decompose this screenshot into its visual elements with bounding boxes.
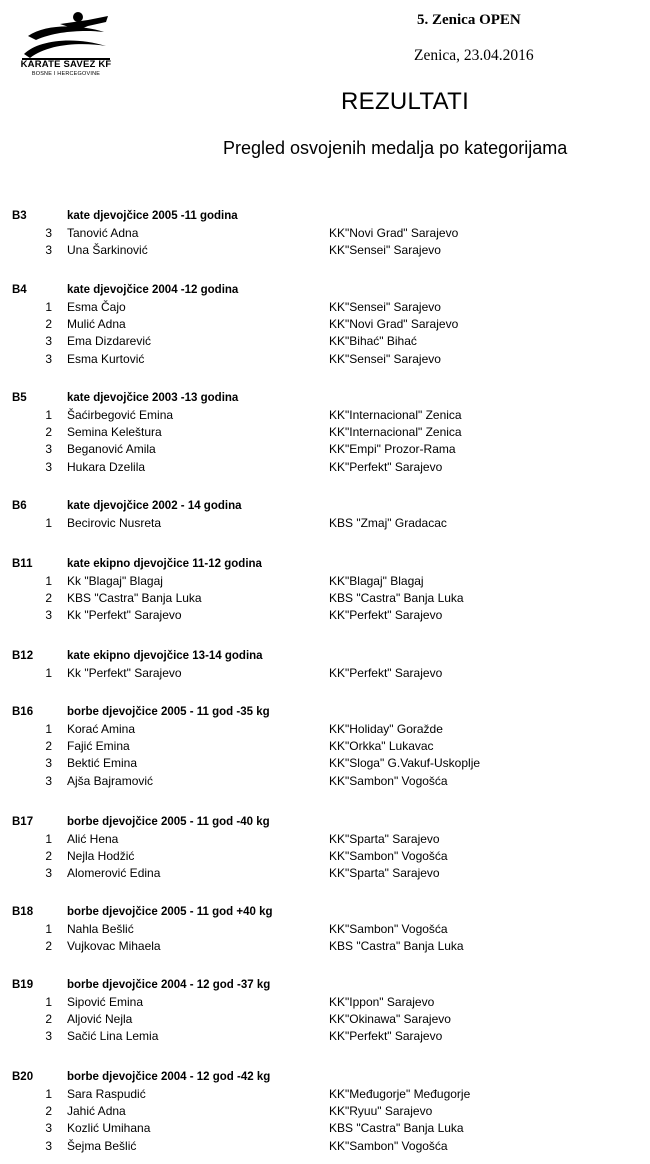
category-title: borbe djevojčice 2005 - 11 god -35 kg — [67, 706, 270, 718]
club-name: KK"Sloga" G.Vakuf-Uskoplje — [329, 756, 481, 771]
category-code: B20 — [12, 1071, 34, 1083]
result-row — [0, 515, 650, 532]
logo-text-sub: BOSNE I HERCEGOVINE — [31, 71, 101, 77]
category-code: B3 — [12, 210, 27, 222]
club-name: KK"Internacional" Zenica — [329, 408, 462, 422]
result-row — [0, 1103, 650, 1120]
result-place: 3 — [45, 1029, 52, 1044]
club-name: KK"Perfekt" Sarajevo — [329, 459, 443, 474]
club-name: KK"Sambon" Vogošća — [329, 773, 448, 788]
result-row — [0, 665, 650, 682]
competitor-name: Sačić Lina Lemia — [67, 1029, 159, 1044]
result-place: 2 — [45, 849, 52, 864]
competitor-name: Kozlić Umihana — [67, 1121, 151, 1136]
competitor-name: Fajić Emina — [67, 739, 130, 754]
result-row — [0, 1028, 650, 1045]
result-place: 3 — [45, 1121, 52, 1136]
competitor-name: Ajša Bajramović — [67, 773, 154, 788]
result-place: 2 — [45, 317, 52, 332]
category-title: kate ekipno djevojčice 13-14 godina — [67, 650, 263, 662]
result-place: 1 — [45, 722, 52, 736]
competitor-name: Alić Hena — [67, 832, 119, 846]
club-name: KK"Sensei" Sarajevo — [329, 300, 441, 314]
result-place: 2 — [45, 425, 52, 440]
result-place: 3 — [45, 608, 52, 623]
result-row — [0, 865, 650, 882]
club-name: KK"Okinawa" Sarajevo — [329, 1012, 451, 1027]
club-name: KK"Novi Grad" Sarajevo — [329, 317, 459, 332]
competitor-name: Bektić Emina — [67, 756, 138, 771]
category-title: kate djevojčice 2003 -13 godina — [67, 392, 239, 404]
competitor-name: Sipović Emina — [67, 995, 144, 1009]
competitor-name: Nahla Bešlić — [67, 922, 134, 936]
result-place: 2 — [45, 739, 52, 754]
result-place: 1 — [45, 516, 52, 530]
club-name: KBS "Castra" Banja Luka — [329, 591, 464, 606]
result-row — [0, 921, 650, 938]
result-row — [0, 299, 650, 316]
competitor-name: Alomerović Edina — [67, 866, 161, 881]
club-name: KBS "Zmaj" Gradacac — [329, 516, 447, 530]
result-row — [0, 590, 650, 607]
club-name: KK"Holiday" Goražde — [329, 722, 443, 736]
result-row — [0, 738, 650, 755]
club-name: KK"Sambon" Vogošća — [329, 922, 448, 936]
competitor-name: KBS "Castra" Banja Luka — [67, 591, 202, 606]
logo-text-main: KARATE SAVEZ KF — [20, 59, 112, 70]
category-code: B16 — [12, 706, 34, 718]
competitor-name: Becirovic Nusreta — [67, 516, 162, 530]
competitor-name: Una Šarkinović — [67, 243, 148, 258]
club-name: KK"Sparta" Sarajevo — [329, 866, 440, 881]
result-place: 1 — [45, 832, 52, 846]
category-title: kate djevojčice 2002 - 14 godina — [67, 500, 242, 512]
result-row — [0, 938, 650, 955]
category-code: B6 — [12, 500, 27, 512]
result-row — [0, 1086, 650, 1103]
club-name: KK"Sensei" Sarajevo — [329, 351, 441, 366]
competitor-name: Šaćirbegović Emina — [67, 408, 174, 422]
result-place: 3 — [45, 334, 52, 349]
club-name: KK"Bihać" Bihać — [329, 334, 417, 349]
result-row — [0, 424, 650, 441]
result-row — [0, 225, 650, 242]
result-row — [0, 573, 650, 590]
club-name: KK"Sensei" Sarajevo — [329, 243, 441, 258]
competitor-name: Kk "Blagaj" Blagaj — [67, 574, 163, 588]
result-place: 3 — [45, 351, 52, 366]
competitor-name: Esma Kurtović — [67, 351, 145, 366]
club-name: KK"Empi" Prozor-Rama — [329, 442, 456, 457]
club-name: KK"Sambon" Vogošća — [329, 1138, 448, 1153]
result-place: 3 — [45, 226, 52, 240]
category-code: B19 — [12, 979, 34, 991]
result-row — [0, 607, 650, 624]
category-title: borbe djevojčice 2005 - 11 god +40 kg — [67, 906, 273, 918]
result-row — [0, 441, 650, 458]
category-code: B18 — [12, 906, 34, 918]
result-place: 2 — [45, 1104, 52, 1119]
result-place: 1 — [45, 995, 52, 1009]
result-row — [0, 721, 650, 738]
club-name: KK"Perfekt" Sarajevo — [329, 1029, 443, 1044]
result-row — [0, 333, 650, 350]
event-date: Zenica, 23.04.2016 — [414, 47, 534, 64]
result-place: 1 — [45, 300, 52, 314]
category-title: kate djevojčice 2005 -11 godina — [67, 210, 238, 222]
category-code: B11 — [12, 558, 33, 570]
result-place: 1 — [45, 666, 52, 680]
club-name: KK"Internacional" Zenica — [329, 425, 462, 440]
event-title: 5. Zenica OPEN — [417, 12, 521, 28]
category-title: borbe djevojčice 2004 - 12 god -42 kg — [67, 1071, 271, 1083]
competitor-name: Mulić Adna — [67, 317, 126, 332]
result-place: 3 — [45, 442, 52, 457]
club-name: KK"Ippon" Sarajevo — [329, 995, 435, 1009]
category-title: borbe djevojčice 2004 - 12 god -37 kg — [67, 979, 271, 991]
karate-figure-icon — [18, 10, 114, 60]
result-row — [0, 848, 650, 865]
result-place: 1 — [45, 1087, 52, 1101]
competitor-name: Hukara Dzelila — [67, 459, 146, 474]
result-place: 1 — [45, 922, 52, 936]
category-title: borbe djevojčice 2005 - 11 god -40 kg — [67, 816, 270, 828]
result-row — [0, 351, 650, 368]
result-row — [0, 1011, 650, 1028]
competitor-name: Aljović Nejla — [67, 1012, 133, 1027]
club-name: KK"Orkka" Lukavac — [329, 739, 434, 754]
competitor-name: Esma Čajo — [67, 300, 126, 314]
result-row — [0, 755, 650, 772]
competitor-name: Beganović Amila — [67, 442, 156, 457]
result-place: 1 — [45, 408, 52, 422]
result-place: 2 — [45, 939, 52, 954]
club-name: KK"Međugorje" Međugorje — [329, 1087, 471, 1101]
club-name: KBS "Castra" Banja Luka — [329, 939, 464, 954]
result-place: 3 — [45, 866, 52, 881]
competitor-name: Korać Amina — [67, 722, 136, 736]
competitor-name: Tanović Adna — [67, 226, 139, 240]
competitor-name: Ema Dizdarević — [67, 334, 152, 349]
competitor-name: Šejma Bešlić — [67, 1138, 137, 1153]
category-title: kate ekipno djevojčice 11-12 godina — [67, 558, 262, 570]
competitor-name: Nejla Hodžić — [67, 849, 135, 864]
result-row — [0, 316, 650, 333]
club-name: KBS "Castra" Banja Luka — [329, 1121, 464, 1136]
club-name: KK"Sparta" Sarajevo — [329, 832, 440, 846]
result-place: 2 — [45, 1012, 52, 1027]
result-row — [0, 407, 650, 424]
competitor-name: Kk "Perfekt" Sarajevo — [67, 608, 182, 623]
result-row — [0, 773, 650, 790]
competitor-name: Vujkovac Mihaela — [67, 939, 161, 954]
result-place: 3 — [45, 756, 52, 771]
club-name: KK"Perfekt" Sarajevo — [329, 608, 443, 623]
result-row — [0, 994, 650, 1011]
club-name: KK"Sambon" Vogošća — [329, 849, 448, 864]
result-row — [0, 1120, 650, 1137]
result-place: 3 — [45, 243, 52, 258]
club-name: KK"Blagaj" Blagaj — [329, 574, 424, 588]
result-row — [0, 459, 650, 476]
category-code: B5 — [12, 392, 27, 404]
competitor-name: Jahić Adna — [67, 1104, 126, 1119]
result-row — [0, 242, 650, 259]
club-name: KK"Perfekt" Sarajevo — [329, 666, 443, 680]
page-title: REZULTATI — [341, 88, 470, 115]
result-row — [0, 831, 650, 848]
competitor-name: Sara Raspudić — [67, 1087, 146, 1101]
result-place: 3 — [45, 459, 52, 474]
club-name: KK"Ryuu" Sarajevo — [329, 1104, 433, 1119]
result-place: 3 — [45, 773, 52, 788]
competitor-name: Kk "Perfekt" Sarajevo — [67, 666, 182, 680]
competitor-name: Semina Keleštura — [67, 425, 162, 440]
result-place: 2 — [45, 591, 52, 606]
federation-logo — [18, 10, 114, 82]
category-code: B4 — [12, 284, 27, 296]
result-place: 3 — [45, 1138, 52, 1153]
page-subtitle: Pregled osvojenih medalja po kategorijama — [223, 138, 568, 158]
category-title: kate djevojčice 2004 -12 godina — [67, 284, 239, 296]
category-code: B12 — [12, 650, 34, 662]
club-name: KK"Novi Grad" Sarajevo — [329, 226, 459, 240]
result-row — [0, 1138, 650, 1155]
category-code: B17 — [12, 816, 34, 828]
result-place: 1 — [45, 574, 52, 588]
